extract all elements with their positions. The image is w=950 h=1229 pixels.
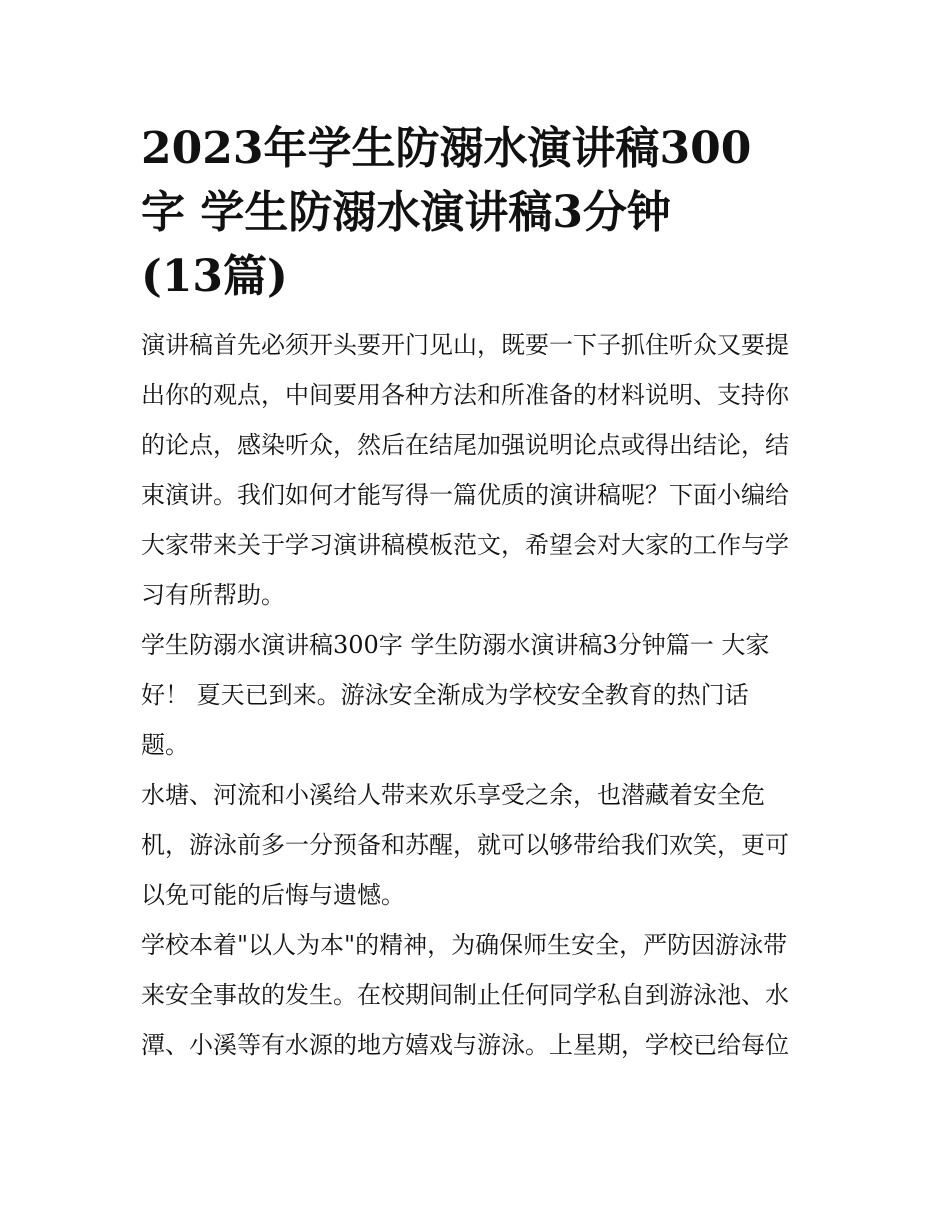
text-line: 水塘、河流和小溪给人带来欢乐享受之余，也潜藏着安全危	[141, 781, 765, 809]
text-line: 以免可能的后悔与遗憾。	[141, 881, 405, 909]
text-line: 学生防溺水演讲稿300字 学生防溺水演讲稿3分钟篇一 大家	[141, 631, 770, 659]
title-line-3: (13篇)	[141, 251, 288, 302]
text-line: 机，游泳前多一分预备和苏醒，就可以够带给我们欢笑，更可	[141, 831, 789, 859]
paragraph-water-danger	[141, 770, 813, 920]
paragraph-section-one	[141, 620, 813, 770]
text-line: 学校本着"以人为本"的精神，为确保师生安全，严防因游泳带	[141, 931, 788, 959]
text-line: 束演讲。我们如何才能写得一篇优质的演讲稿呢？下面小编给	[141, 481, 789, 509]
text-line: 来安全事故的发生。在校期间制止任何同学私自到游泳池、水	[141, 981, 789, 1009]
text-line: 习有所帮助。	[141, 581, 285, 609]
document-page	[141, 120, 813, 1070]
text-line: 出你的观点，中间要用各种方法和所准备的材料说明、支持你	[141, 381, 789, 409]
paragraph-school-policy	[141, 920, 813, 1070]
document-title	[141, 120, 813, 306]
title-line-1: 2023年学生防溺水演讲稿300	[141, 123, 752, 174]
paragraph-intro	[141, 320, 813, 620]
title-line-2: 字 学生防溺水演讲稿3分钟	[141, 187, 671, 238]
text-line: 题。	[141, 731, 189, 759]
text-line: 潭、小溪等有水源的地方嬉戏与游泳。上星期，学校已给每位	[141, 1031, 789, 1059]
text-line: 的论点，感染听众，然后在结尾加强说明论点或得出结论，结	[141, 431, 789, 459]
text-line: 好！ 夏天已到来。游泳安全渐成为学校安全教育的热门话	[141, 681, 749, 709]
text-line: 演讲稿首先必须开头要开门见山，既要一下子抓住听众又要提	[141, 331, 789, 359]
text-line: 大家带来关于学习演讲稿模板范文，希望会对大家的工作与学	[141, 531, 789, 559]
